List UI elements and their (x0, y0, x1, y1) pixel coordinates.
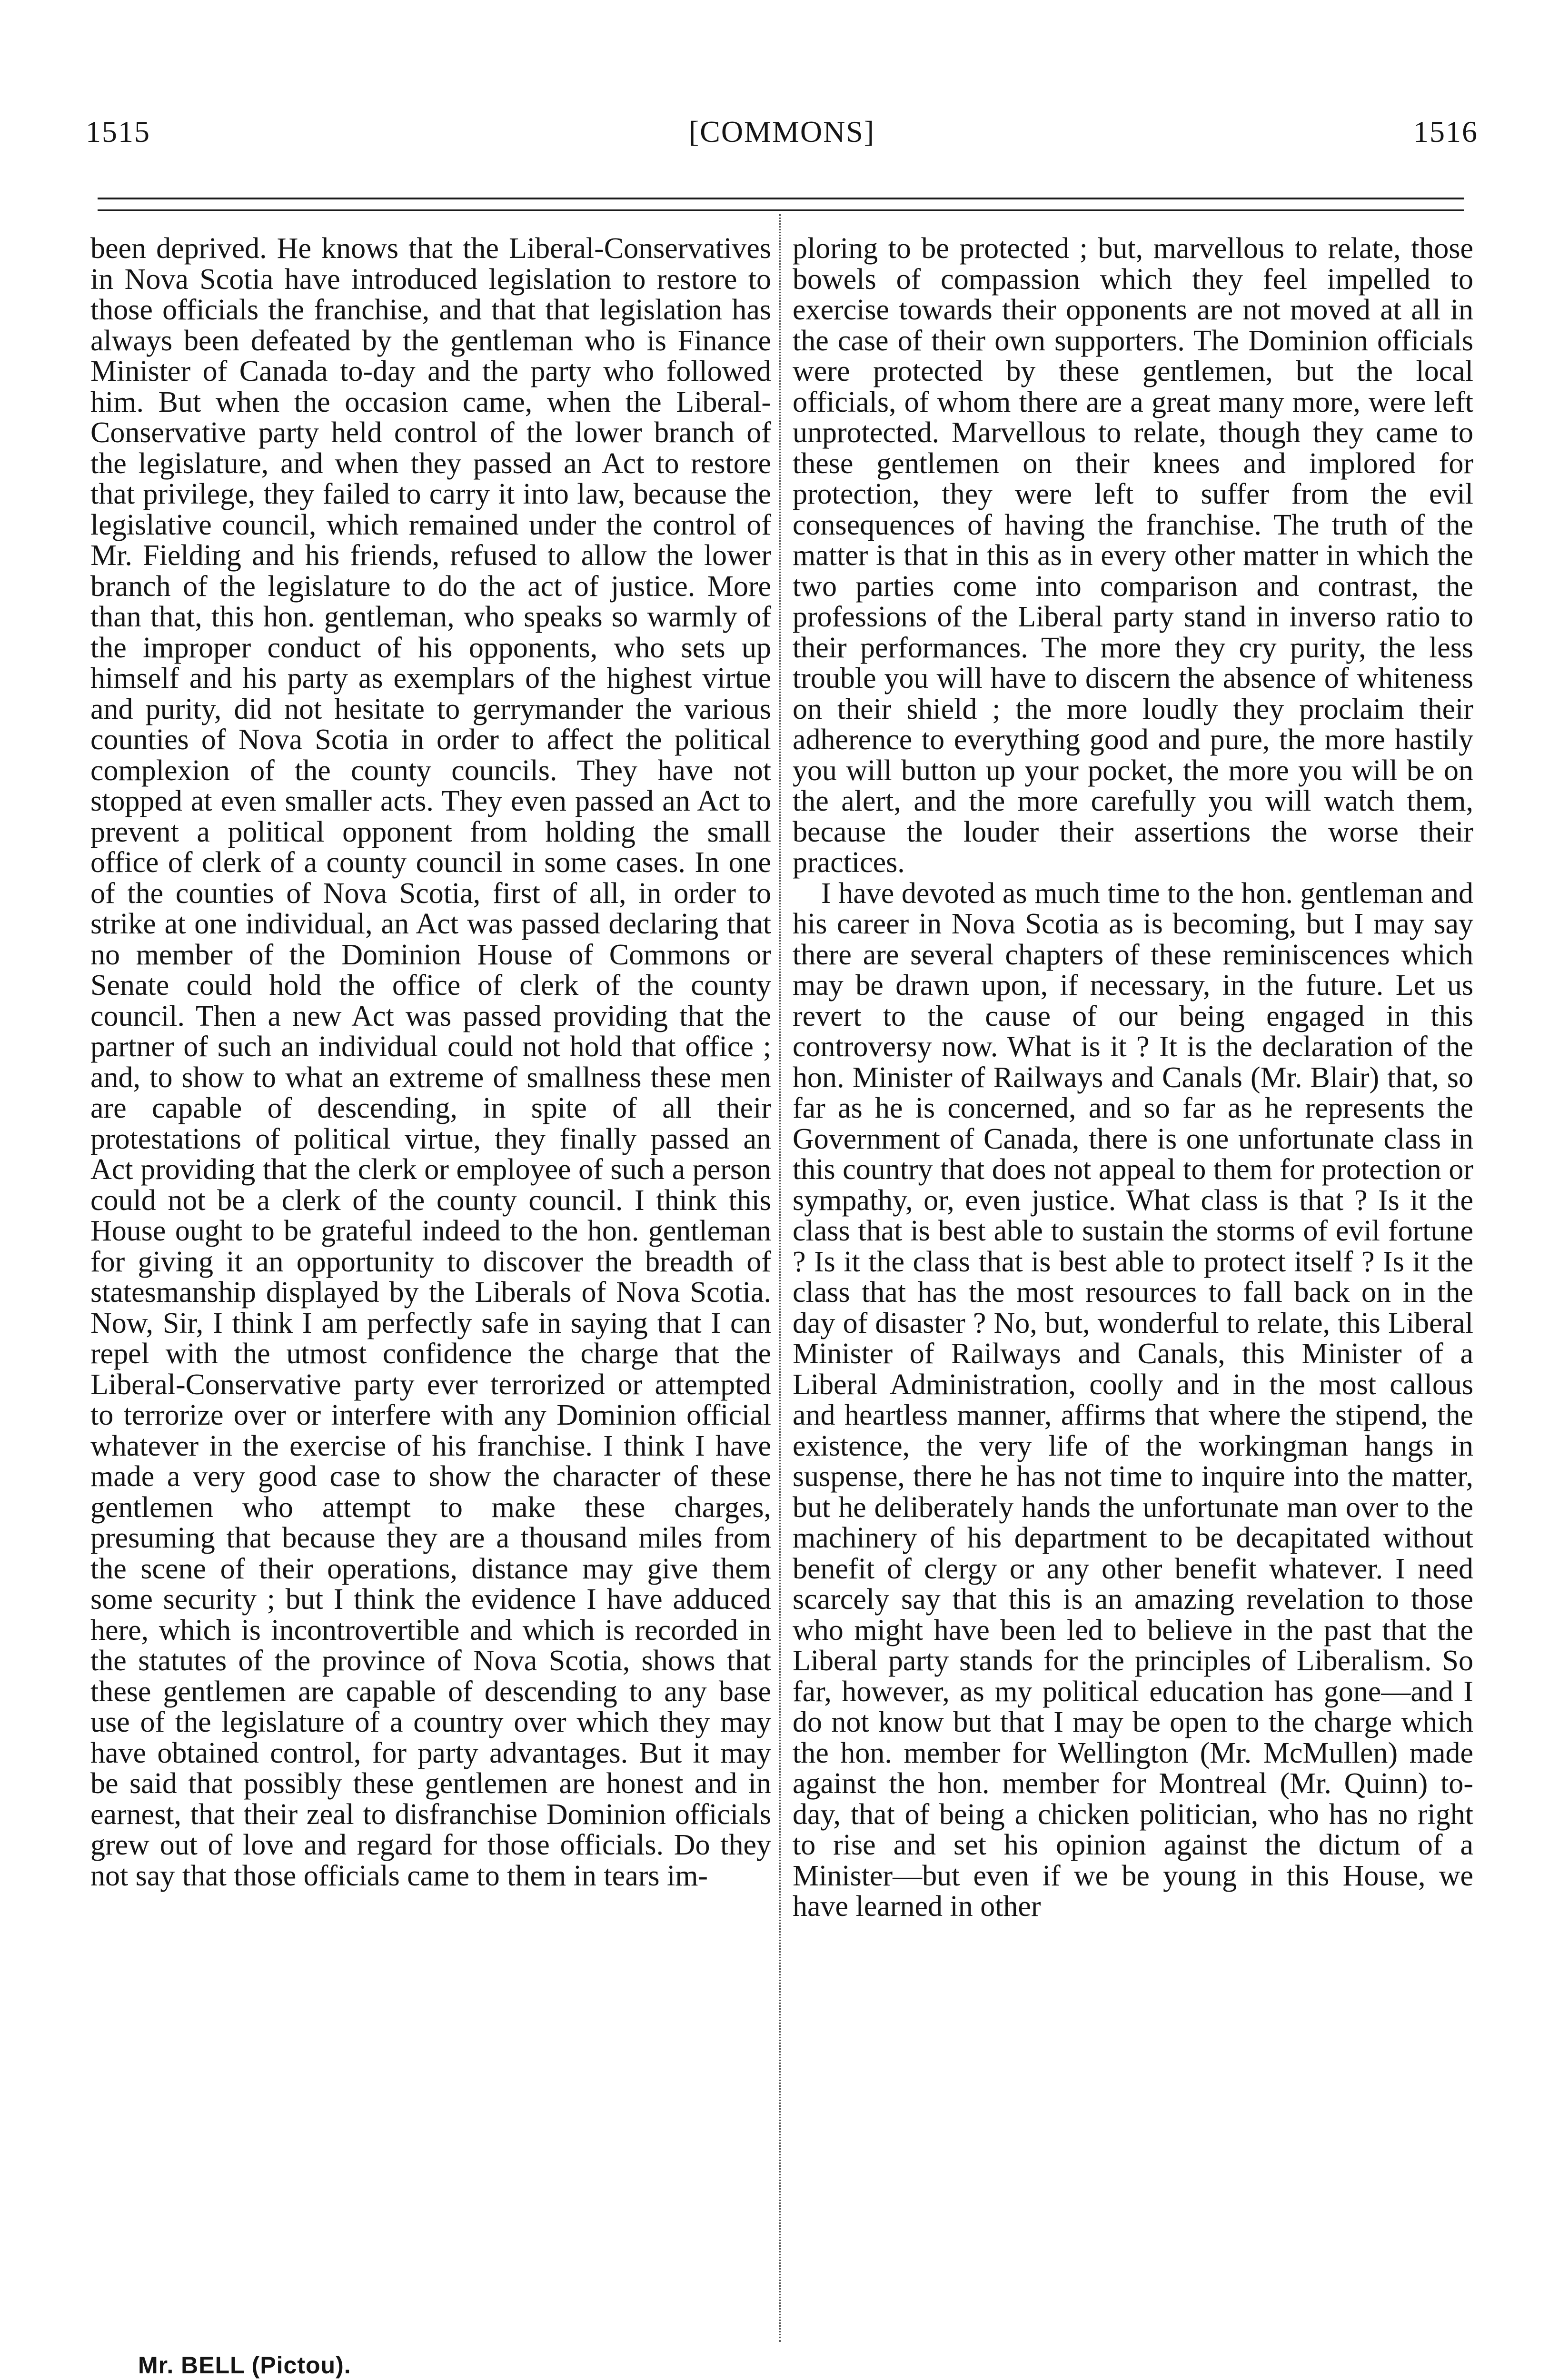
page-number-right: 1516 (1413, 115, 1478, 149)
paragraph: been deprived. He knows that the Liberal-Conservatives in Nova Scotia have introduced legislation to restore to those officials the franchise, and that that legislation has always been defeated by the gentleman who is Finance Minister of Canada to-day and the party who followed him. But when the occasion came, when the Liberal-Conservative party held control of the lower branch of the legislature, and when they passed an Act to restore that privilege, they failed to carry it into law, because the legislative council, which remained under the control of Mr. Fielding and his friends, refused to allow the lower branch of the legislature to do the act of justice. More than that, this hon. gentleman, who speaks so warmly of the improper conduct of his opponents, who sets up himself and his party as exemplars of the highest virtue and purity, did not hesitate to gerrymander the various counties of Nova Scotia in order to affect the political complexion of the county councils. They have not stopped at even smaller acts. They even passed an Act to prevent a political opponent from holding the small office of clerk of a county council in some cases. In one of the counties of Nova Scotia, first of all, in order to strike at one individual, an Act was passed declaring that no member of the Dominion House of Commons or Senate could hold the office of clerk of the county council. Then a new Act was passed providing that the partner of such an individual could not hold that office ; and, to show to what an extreme of smallness these men are capable of descending, in spite of all their protestations of political virtue, they finally passed an Act providing that the clerk or employee of such a person could not be a clerk of the county council. I think this House ought to be grateful indeed to the hon. gentleman for giving it an opportunity to discover the breadth of statesmanship displayed by the Liberals of Nova Scotia. Now, Sir, I think I am perfectly safe in saying that I can repel with the utmost confidence the charge that the Liberal-Conservative party ever terrorized or attempted to terrorize over or interfere with any Dominion official whatever in the exercise of his franchise. I think I have made a very good case to show the character of these gentlemen who attempt to make these charges, presuming that because they are a thousand miles from the scene of their operations, distance may give them some security ; but I think the evidence I have adduced here, which is incontrovertible and which is recorded in the statutes of the province of Nova Scotia, shows that these gentlemen are capable of descending to any base use of the legislature of a country over which they may have obtained control, for party advantages. But it may be said that possibly these gentlemen are honest and in earnest, that their zeal to disfranchise Dominion officials grew out of love and regard for those officials. Do they not say that those officials came to them in tears im- (90, 232, 771, 1892)
paragraph: ploring to be protected ; but, marvellous to relate, those bowels of compassion which they feel impelled to exercise towards their opponents are not moved at all in the case of their own supporters. The Dominion officials were protected by these gentlemen, but the local officials, of whom there are a great many more, were left unprotected. Marvellous to relate, though they came to these gentlemen on their knees and implored for protection, they were left to suffer from the evil consequences of having the franchise. The truth of the matter is that in this as in every other matter in which the two parties come into comparison and contrast, the professions of the Liberal party stand in inverso ratio to their performances. The more they cry purity, the less trouble you will have to discern the absence of whiteness on their shield ; the more loudly they proclaim their adherence to everything good and pure, the more hastily you will button up your pocket, the more you will be on the alert, and the more carefully you will watch them, because the louder their assertions the worse their practices. (793, 232, 1473, 879)
header-rule (98, 198, 1464, 199)
page-number-left: 1515 (86, 115, 150, 149)
header-rule-secondary (98, 209, 1464, 211)
paragraph: I have devoted as much time to the hon. gentleman and his career in Nova Scotia as is becoming, but I may say there are several chapters of these reminiscences which may be drawn upon, if necessary, in the future. Let us revert to the cause of our being engaged in this controversy now. What is it ? It is the declaration of the hon. Minister of Railways and Canals (Mr. Blair) that, so far as he is concerned, and so far as he represents the Government of Canada, there is one unfortunate class in this country that does not appeal to them for protection or sympathy, or, even justice. What class is that ? Is it the class that is best able to sustain the storms of evil fortune ? Is it the class that is best able to protect itself ? Is it the class that has the most resources to fall back on in the day of disaster ? No, but, wonderful to relate, this Liberal Minister of Railways and Canals, this Minister of a Liberal Administration, coolly and in the most callous and heartless manner, affirms that where the stipend, the existence, the very life of the workingman hangs in suspense, there he has not time to inquire into the matter, but he deliberately hands the unfortunate man over to the machinery of his department to be decapitated without benefit of clergy or any other benefit whatever. I need scarcely say that this is an amazing revelation to those who might have been led to believe in the past that the Liberal party stands for the principles of Liberalism. So far, however, as my political education has gone—and I do not know but that I may be open to the charge which the hon. member for Wellington (Mr. McMullen) made against the hon. member for Montreal (Mr. Quinn) to-day, that of being a chicken politician, who has no right to rise and set his opinion against the dictum of a Minister—but even if we be young in this House, we have learned in other (793, 877, 1473, 1923)
page-header (86, 114, 1478, 167)
speaker-footer: Mr. BELL (Pictou). (138, 2352, 351, 2379)
right-column (793, 233, 1473, 1922)
left-column (90, 233, 771, 1891)
column-divider (779, 214, 781, 2342)
running-head: [COMMONS] (688, 115, 875, 149)
